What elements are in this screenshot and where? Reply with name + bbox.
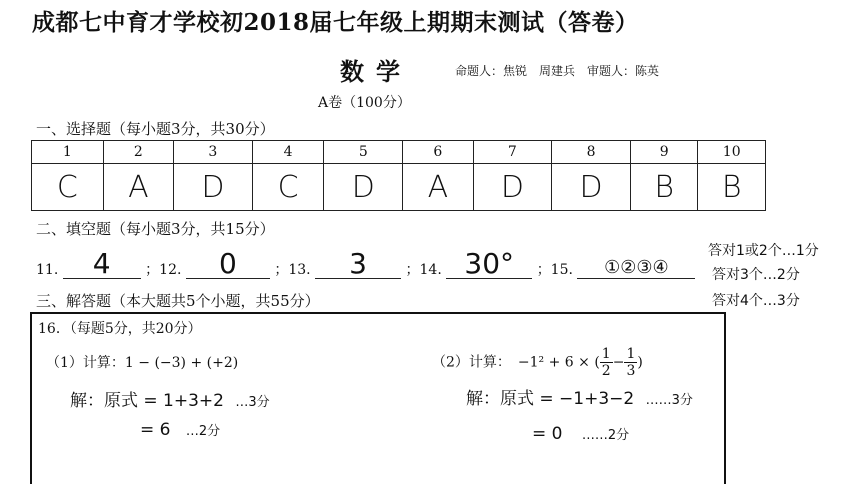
grading-note: 答对3个…2分 — [712, 267, 800, 283]
choice-answer: D — [552, 164, 631, 211]
answer-row — [32, 164, 766, 211]
fraction-denominator: 3 — [626, 363, 636, 379]
choice-answer: D — [473, 164, 552, 211]
handwritten-work: = 6 — [140, 420, 171, 440]
choice-answer-table — [31, 140, 766, 211]
part2-step2 — [532, 424, 629, 444]
points-note: ……2分 — [581, 428, 630, 443]
fraction — [600, 346, 613, 379]
blank-label: 11. — [36, 262, 59, 278]
section1-heading: 一、选择题（每小题3分，共30分） — [36, 120, 275, 138]
question-number: 1 — [32, 141, 104, 164]
handwritten-work: 解：原式 = −1+3−2 — [466, 389, 635, 409]
choice-answer: C — [32, 164, 104, 211]
prompt-text: （2）计算： −1² + 6 × ( — [432, 354, 600, 371]
authors-line: 命题人：焦锐 周建兵 审题人：陈英 — [455, 64, 660, 78]
blank-answer-14 — [446, 247, 532, 280]
question-number-row — [32, 141, 766, 164]
section2-heading: 二、填空题（每小题3分，共15分） — [36, 220, 275, 238]
blank-label: ；13. — [274, 262, 311, 278]
question-number: 10 — [698, 141, 766, 164]
choice-answer: D — [324, 164, 403, 211]
question-number: 5 — [324, 141, 403, 164]
choice-answer: D — [174, 164, 253, 211]
blank-answer-13 — [315, 247, 401, 280]
question-number: 2 — [103, 141, 173, 164]
question-number: 4 — [252, 141, 324, 164]
fill-blank-row — [36, 247, 695, 280]
blank-label: ；14. — [405, 262, 442, 278]
handwritten-answer: ①②③④ — [604, 257, 669, 278]
fraction — [624, 346, 637, 379]
blank-label: ；15. — [536, 262, 573, 278]
choice-answer: A — [403, 164, 473, 211]
question-number: 7 — [473, 141, 552, 164]
handwritten-answer: 30° — [464, 247, 515, 280]
subject-title: 数学 — [340, 57, 412, 86]
question16-title: 16．（每题5分，共20分） — [38, 321, 202, 337]
part2-prompt — [432, 346, 643, 379]
points-note: …3分 — [235, 395, 270, 410]
blank-answer-11 — [63, 247, 141, 280]
choice-answer: A — [103, 164, 173, 211]
grading-note: 答对4个…3分 — [712, 293, 800, 309]
handwritten-answer: 4 — [92, 247, 111, 280]
handwritten-work: = 0 — [532, 424, 563, 444]
fraction-numerator: 1 — [601, 346, 611, 362]
grading-note: 答对1或2个…1分 — [708, 243, 819, 259]
handwritten-answer: 3 — [349, 247, 367, 280]
fraction-numerator: 1 — [626, 346, 636, 362]
choice-answer: B — [698, 164, 766, 211]
choice-answer: B — [630, 164, 697, 211]
handwritten-answer: 0 — [218, 247, 237, 280]
part1-step1 — [70, 386, 270, 411]
part1-step2 — [140, 420, 220, 440]
minus-sign: − — [612, 354, 625, 371]
blank-answer-12 — [186, 247, 270, 280]
prompt-text: ) — [637, 354, 643, 371]
question-number: 8 — [552, 141, 631, 164]
question-number: 6 — [403, 141, 473, 164]
exam-title: 成都七中育才学校初2018届七年级上期期末测试（答卷） — [32, 9, 639, 36]
question-number: 9 — [630, 141, 697, 164]
handwritten-work: 解：原式 = 1+3+2 — [70, 391, 224, 411]
question-number: 3 — [174, 141, 253, 164]
section3-heading: 三、解答题（本大题共5个小题，共55分） — [36, 292, 320, 310]
fraction-denominator: 2 — [601, 363, 611, 379]
part2-step1 — [466, 384, 693, 409]
blank-answer-15 — [577, 256, 695, 279]
points-note: ……3分 — [645, 393, 693, 408]
points-note: …2分 — [185, 424, 221, 439]
part1-prompt: （1）计算：1 − (−3) + (+2) — [46, 355, 239, 371]
paper-section-label: A卷（100分） — [318, 95, 411, 111]
blank-label: ；12. — [145, 262, 182, 278]
choice-answer: C — [252, 164, 324, 211]
